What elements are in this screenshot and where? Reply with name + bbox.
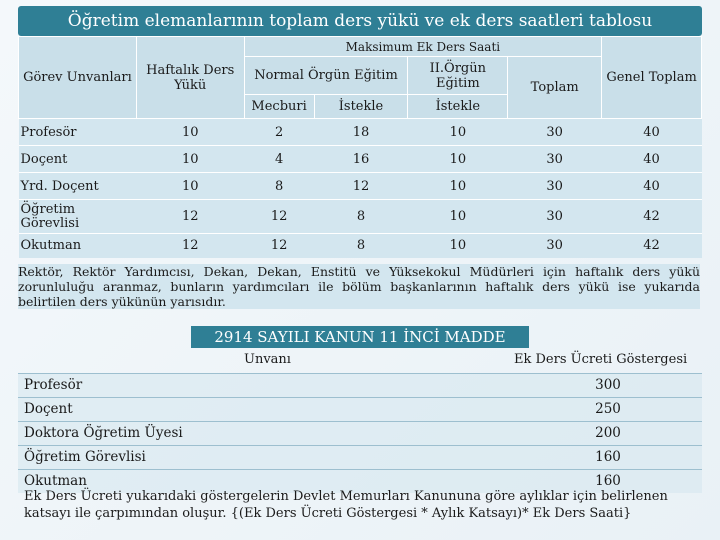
table-row <box>19 200 702 234</box>
cell-mecburi: 12 <box>244 234 314 258</box>
cell-haftalik: 10 <box>136 173 244 200</box>
item-value: 200 <box>595 425 621 441</box>
table-row <box>19 234 702 258</box>
item-title: Öğretim Görevlisi <box>24 449 146 465</box>
cell-haftalik: 12 <box>136 200 244 234</box>
header-gosterge: Ek Ders Ücreti Göstergesi <box>514 352 688 367</box>
row-title: Yrd. Doçent <box>19 173 137 200</box>
row-title: Okutman <box>19 234 137 258</box>
cell-ii-istekle: 10 <box>408 146 508 173</box>
cell-mecburi: 2 <box>244 119 314 146</box>
cell-ii-istekle: 10 <box>408 173 508 200</box>
list-item <box>18 397 702 421</box>
cell-istekle: 16 <box>314 146 408 173</box>
cell-genel: 40 <box>602 119 702 146</box>
header-normal-orgun: Normal Örgün Eğitim <box>244 57 408 95</box>
cell-toplam: 30 <box>508 119 602 146</box>
cell-istekle: 8 <box>314 234 408 258</box>
cell-istekle: 8 <box>314 200 408 234</box>
cell-ii-istekle: 10 <box>408 200 508 234</box>
cell-mecburi: 4 <box>244 146 314 173</box>
page-title: Öğretim elemanlarının toplam ders yükü ve ek ders saatleri tablosu <box>18 6 702 36</box>
cell-istekle: 12 <box>314 173 408 200</box>
cell-istekle: 18 <box>314 119 408 146</box>
table-row <box>19 119 702 146</box>
header-toplam: Toplam <box>508 57 602 119</box>
header-istekle: İstekle <box>314 95 408 119</box>
header-unvan: Görev Unvanları <box>19 37 137 119</box>
header-mecburi: Mecburi <box>244 95 314 119</box>
cell-haftalik: 12 <box>136 234 244 258</box>
indicator-table-header <box>18 349 702 371</box>
cell-genel: 40 <box>602 173 702 200</box>
cell-genel: 40 <box>602 146 702 173</box>
cell-ii-istekle: 10 <box>408 119 508 146</box>
cell-toplam: 30 <box>508 146 602 173</box>
cell-toplam: 30 <box>508 200 602 234</box>
item-title: Profesör <box>24 377 83 393</box>
item-title: Doçent <box>24 401 73 417</box>
cell-genel: 42 <box>602 234 702 258</box>
row-title: Öğretim Görevlisi <box>19 200 137 234</box>
header-unvani: Unvanı <box>244 352 291 367</box>
cell-mecburi: 12 <box>244 200 314 234</box>
item-value: 300 <box>595 377 621 393</box>
header-genel-toplam: Genel Toplam <box>602 37 702 119</box>
cell-haftalik: 10 <box>136 119 244 146</box>
cell-toplam: 30 <box>508 234 602 258</box>
table-row <box>19 173 702 200</box>
item-title: Doktora Öğretim Üyesi <box>24 425 183 441</box>
list-item <box>18 373 702 397</box>
cell-haftalik: 10 <box>136 146 244 173</box>
footer-note: Ek Ders Ücreti yukarıdaki göstergelerin Devlet Memurları Kanununa göre aylıklar için belirlenen katsayı ile çarpımından oluşur. {(Ek Ders Ücreti Göstergesi * Aylık Katsayı)* Ek Ders Saati} <box>24 489 668 521</box>
cell-genel: 42 <box>602 200 702 234</box>
item-value: 160 <box>595 473 621 489</box>
workload-note: Rektör, Rektör Yardımcısı, Dekan, Dekan, Enstitü ve Yüksekokul Müdürleri için haftalık ders yükü zorunluluğu aranmaz, bunların yardımcıları ile bölüm başkanlarının haftalık ders yükü ise yukarıda belirtilen ders yükünün yarısıdır. <box>18 264 700 309</box>
indicator-table <box>18 373 702 493</box>
header-ii-orgun: II.Örgün Eğitim <box>408 57 508 95</box>
row-title: Doçent <box>19 146 137 173</box>
item-value: 250 <box>595 401 621 417</box>
list-item <box>18 421 702 445</box>
header-istekle-ii: İstekle <box>408 95 508 119</box>
cell-toplam: 30 <box>508 173 602 200</box>
law-title: 2914 SAYILI KANUN 11 İNCİ MADDE <box>191 326 529 348</box>
header-max-ek-ders: Maksimum Ek Ders Saati <box>244 37 601 57</box>
workload-table <box>18 36 702 258</box>
item-value: 160 <box>595 449 621 465</box>
cell-ii-istekle: 10 <box>408 234 508 258</box>
table-row <box>19 146 702 173</box>
list-item <box>18 445 702 469</box>
row-title: Profesör <box>19 119 137 146</box>
header-haftalik: Haftalık Ders Yükü <box>136 37 244 119</box>
cell-mecburi: 8 <box>244 173 314 200</box>
item-title: Okutman <box>24 473 87 489</box>
